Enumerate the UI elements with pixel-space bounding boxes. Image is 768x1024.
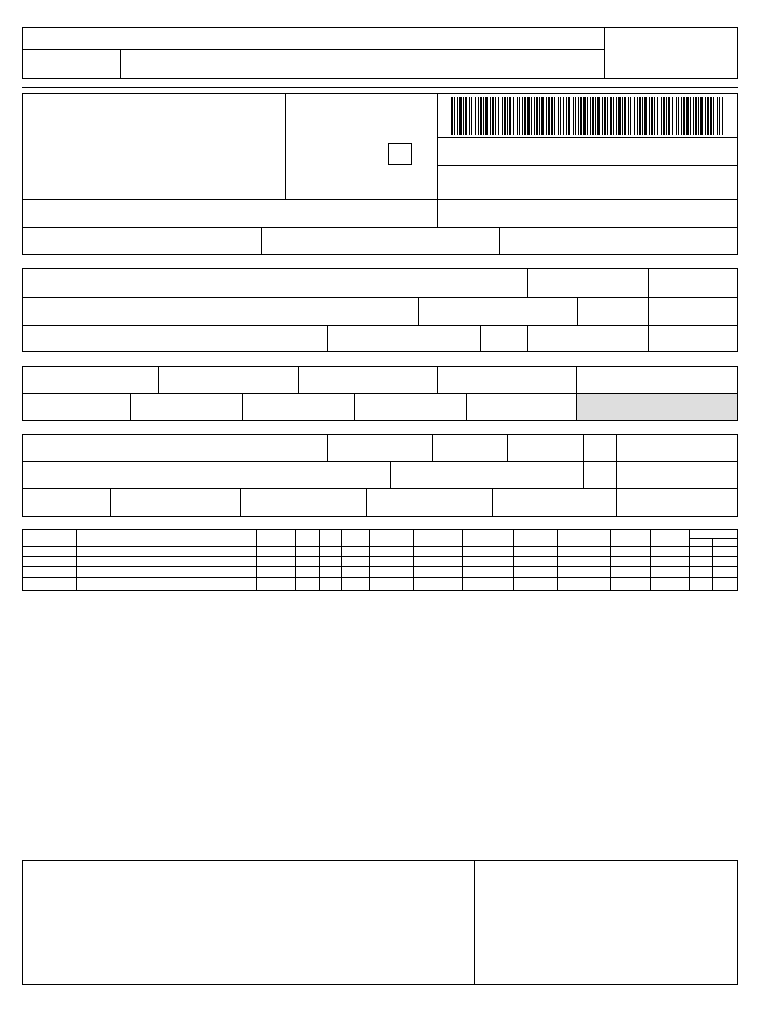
tax-r2-divider-3 (354, 393, 355, 421)
items-col-divider (295, 529, 296, 591)
access-key-bottom-line (437, 165, 738, 166)
carrier-row-line-2 (22, 488, 738, 489)
tax-r1-divider-2 (298, 366, 299, 394)
operation-type-checkbox[interactable] (388, 143, 412, 165)
recipient-r2-divider-3 (648, 297, 649, 326)
items-header-line (22, 546, 738, 547)
items-col-divider (462, 529, 463, 591)
tax-r2-divider-5 (576, 393, 577, 421)
header-row-divider (22, 49, 605, 50)
carrier-row-line-1 (22, 461, 738, 462)
recipient-r2-divider-2 (577, 297, 578, 326)
carrier-r3-divider-3 (366, 488, 367, 517)
items-col-divider (557, 529, 558, 591)
barcode-bottom-line (437, 137, 738, 138)
items-row-line-1 (22, 556, 738, 557)
issuer-row-line-2 (22, 227, 738, 228)
carrier-r2-divider-1 (390, 461, 391, 489)
items-col-divider (256, 529, 257, 591)
carrier-r3-divider-5 (616, 488, 617, 517)
recipient-row-line-2 (22, 325, 738, 326)
items-col-divider (513, 529, 514, 591)
items-col-divider (369, 529, 370, 591)
items-col-divider (650, 529, 651, 591)
items-table (22, 529, 738, 591)
carrier-r3-divider-1 (110, 488, 111, 517)
items-split-col-divider (712, 538, 713, 591)
issuer-bottom-divider-2 (499, 227, 500, 255)
recipient-r1-divider-2 (648, 268, 649, 298)
header-frame (22, 27, 738, 79)
recipient-r3-divider-4 (648, 325, 649, 352)
header-right-divider (604, 27, 605, 79)
carrier-r2-divider-2 (583, 461, 584, 489)
additional-info-frame (22, 860, 738, 985)
recipient-r3-divider-3 (527, 325, 528, 352)
additional-info-divider (474, 860, 475, 985)
recipient-r3-divider-2 (480, 325, 481, 352)
items-row-line-2 (22, 566, 738, 567)
carrier-r1-divider-4 (583, 434, 584, 462)
carrier-r1-divider-2 (432, 434, 433, 462)
tax-r2-divider-2 (242, 393, 243, 421)
items-col-divider (610, 529, 611, 591)
tax-r1-divider-3 (437, 366, 438, 394)
issuer-row-line-1 (22, 199, 738, 200)
items-col-divider (319, 529, 320, 591)
items-col-divider (76, 529, 77, 591)
items-split-header-line (689, 538, 738, 539)
recipient-frame (22, 268, 738, 352)
issuer-divider-2 (437, 93, 438, 227)
items-col-divider (413, 529, 414, 591)
items-row-line-3 (22, 577, 738, 578)
header-left-divider (120, 49, 121, 79)
carrier-r2-divider-3 (616, 461, 617, 489)
carrier-r3-divider-2 (240, 488, 241, 517)
tax-total-highlight-cell (577, 394, 737, 420)
header-separator-line (22, 87, 738, 88)
recipient-r3-divider-1 (327, 325, 328, 352)
barcode-image (451, 97, 723, 135)
carrier-r1-divider-1 (327, 434, 328, 462)
items-col-divider (341, 529, 342, 591)
recipient-r2-divider-1 (418, 297, 419, 326)
recipient-r1-divider-1 (527, 268, 528, 298)
recipient-row-line-1 (22, 297, 738, 298)
tax-r1-divider-1 (158, 366, 159, 394)
issuer-divider-1 (285, 93, 286, 199)
barcode-bar (722, 97, 723, 135)
tax-r1-divider-4 (576, 366, 577, 394)
tax-r2-divider-4 (466, 393, 467, 421)
carrier-r1-divider-3 (507, 434, 508, 462)
issuer-bottom-divider-1 (261, 227, 262, 255)
carrier-frame (22, 434, 738, 517)
carrier-r1-divider-5 (616, 434, 617, 462)
tax-r2-divider-1 (130, 393, 131, 421)
carrier-r3-divider-4 (492, 488, 493, 517)
